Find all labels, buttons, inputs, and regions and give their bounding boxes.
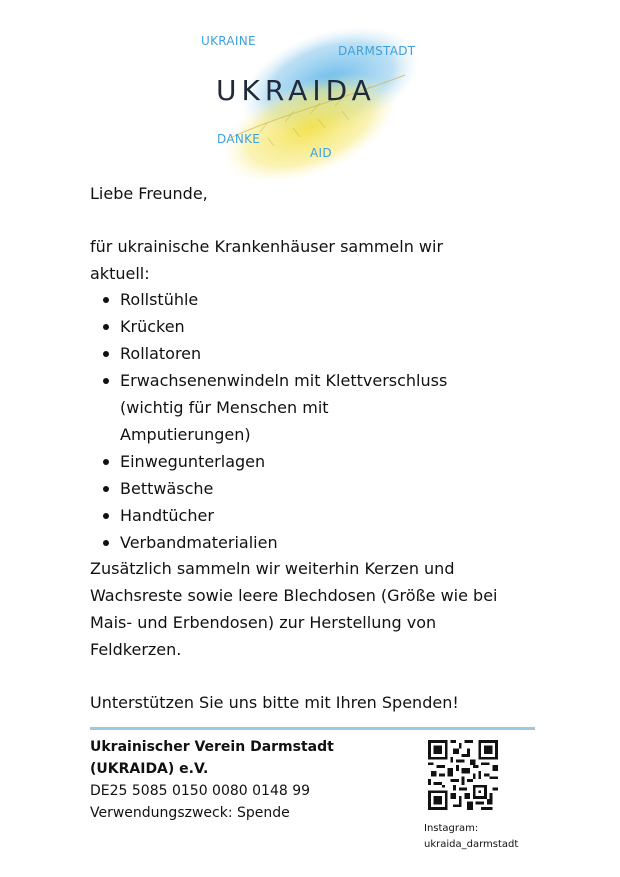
- list-item: Erwachsenenwindeln mit Klettverschluss (wichtig für Menschen mit Amputierungen): [100, 367, 460, 448]
- iban: DE25 5085 0150 0080 0148 99: [90, 783, 311, 799]
- greeting: Liebe Freunde,: [90, 184, 208, 203]
- donation-items-list: [100, 286, 540, 556]
- bank-details: [90, 736, 410, 824]
- footer-divider: [90, 727, 535, 730]
- logo-word-danke: DANKE: [217, 132, 261, 146]
- instagram-info: [424, 821, 534, 853]
- logo-word-darmstadt: DARMSTADT: [338, 44, 416, 58]
- list-item: Krücken: [100, 313, 540, 340]
- instagram-label: Instagram:: [424, 823, 479, 834]
- org-name-line2: (UKRAIDA) e.V.: [90, 761, 209, 777]
- logo-word-ukraine: UKRAINE: [201, 34, 256, 48]
- payment-purpose: Verwendungszweck: Spende: [90, 805, 290, 821]
- list-item: Bettwäsche: [100, 475, 540, 502]
- additional-collection-paragraph: Zusätzlich sammeln wir weiterhin Kerzen und Wachsreste sowie leere Blechdosen (Größe wie bei Mais- und Erbendosen) zur Herstellung von Feldkerzen.: [90, 559, 498, 659]
- list-item: Rollatoren: [100, 340, 540, 367]
- list-item: Einwegunterlagen: [100, 448, 540, 475]
- org-name-line1: Ukrainischer Verein Darmstadt: [90, 739, 334, 755]
- instagram-qr-code[interactable]: [428, 740, 498, 810]
- instagram-handle[interactable]: ukraida_darmstadt: [424, 839, 519, 850]
- donation-appeal: Unterstützen Sie uns bitte mit Ihren Spenden!: [90, 693, 459, 712]
- intro-paragraph: für ukrainische Krankenhäuser sammeln wir aktuell:: [90, 237, 444, 283]
- list-item: Verbandmaterialien: [100, 529, 540, 556]
- logo-brand-ukraida: UKRAIDA: [216, 74, 376, 107]
- list-item: Rollstühle: [100, 286, 540, 313]
- logo-word-aid: AID: [310, 146, 332, 160]
- ukraida-logo: [190, 20, 440, 180]
- list-item: Handtücher: [100, 502, 540, 529]
